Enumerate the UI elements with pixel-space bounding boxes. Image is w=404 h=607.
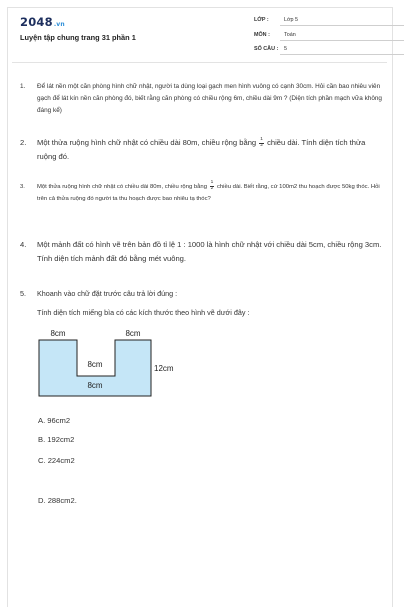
meta-socau-value: 5 — [284, 46, 287, 52]
option-d[interactable]: D. 288cm2. — [38, 496, 77, 505]
option-c[interactable]: C. 224cm2 — [38, 456, 75, 465]
question-5-subtext: Tính diện tích miếng bìa có các kích thước theo hình vẽ dưới đây : — [37, 308, 250, 317]
question-2-fraction — [259, 138, 264, 149]
question-2-text — [37, 136, 382, 164]
meta-mon-value: Toán — [284, 32, 296, 38]
question-3-text — [37, 181, 382, 205]
question-2-number: 2. — [20, 138, 27, 147]
meta-lop-line — [280, 25, 404, 26]
fraction-denominator: 2 — [260, 142, 263, 148]
fraction-denominator: 2 — [210, 185, 214, 191]
site-logo[interactable] — [20, 15, 65, 29]
label-top-right: 8cm — [125, 329, 141, 338]
fraction-numerator: 1 — [260, 136, 263, 142]
logo-suffix: .vn — [53, 21, 65, 28]
question-2-text-b: chiều dài. Tính diện tích thửa ruộng đó. — [37, 138, 366, 161]
question-3-fraction — [210, 181, 215, 192]
page-title: Luyện tập chung trang 31 phần 1 — [20, 33, 136, 42]
question-3-number: 3. — [20, 184, 25, 190]
meta-socau-line — [280, 54, 404, 55]
logo-text: 2048 — [20, 15, 53, 29]
meta-mon-label: MÔN : — [254, 32, 270, 38]
label-top-left: 8cm — [50, 329, 66, 338]
meta-socau-label: SỐ CÂU : — [254, 46, 279, 52]
meta-lop-label: LỚP : — [254, 17, 269, 23]
question-4-number: 4. — [20, 240, 27, 249]
header-divider — [12, 62, 387, 63]
option-a[interactable]: A. 96cm2 — [38, 416, 71, 425]
meta-mon-line — [280, 40, 404, 41]
question-5-number: 5. — [20, 289, 26, 298]
label-right: 12cm — [154, 364, 174, 373]
label-inner-bottom: 8cm — [87, 381, 103, 390]
option-b[interactable]: B. 192cm2 — [38, 435, 75, 444]
question-4-text: Một mảnh đất có hình vẽ trên bản đồ tỉ lệ 1 : 1000 là hình chữ nhật với chiều dài 5cm, chiều rộng 3cm. Tính diện tích mảnh đất đó bằng mét vuông. — [37, 240, 382, 263]
meta-lop-value: Lớp 5 — [284, 17, 299, 23]
question-1-number: 1. — [20, 83, 26, 90]
label-inner-side: 8cm — [87, 360, 103, 369]
question-5-text: Khoanh vào chữ đặt trước câu trả lời đúng : — [37, 289, 178, 298]
question-3-text-a: Một thửa ruộng hình chữ nhật có chiều dài 80m, chiều rộng bằng — [37, 184, 207, 190]
fraction-numerator: 1 — [210, 180, 214, 186]
cardboard-figure — [37, 328, 174, 400]
question-1-text: Để lát nền một căn phòng hình chữ nhật, người ta dùng loại gạch men hình vuông có cạnh 30cm. Hỏi cần bao nhiêu viên gạch để lát kín nền căn phòng đó, biết rằng căn phòng có chiều rộng 6m, chiều dài 9m ? (Diện tích phần mạch vữa không đáng kể) — [37, 83, 382, 115]
question-3-text-b: chiều dài. Biết rằng, cứ 100m2 thu hoạch được 50kg thóc. Hỏi trên cả thửa ruộng đó người ta thu hoạch được bao nhiêu tạ thóc? — [37, 184, 380, 202]
question-2-text-a: Một thửa ruộng hình chữ nhật có chiều dài 80m, chiều rộng bằng — [37, 138, 257, 147]
